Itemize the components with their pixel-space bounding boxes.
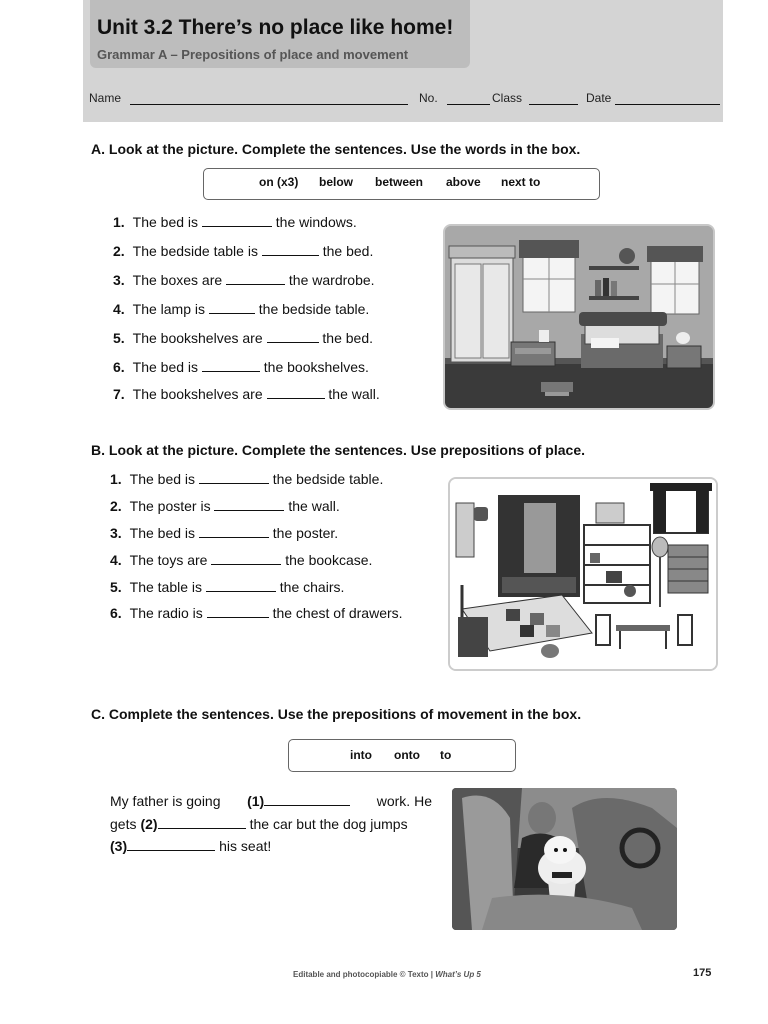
exercise-b-item: 6. The radio is the chest of drawers. — [110, 605, 403, 621]
word-box-item: above — [446, 175, 481, 189]
class-label: Class — [492, 91, 523, 105]
name-field[interactable] — [130, 104, 408, 105]
exercise-a-item: 6. The bed is the bookshelves. — [113, 359, 369, 375]
word-box-item: into — [350, 748, 372, 762]
book-title: What’s Up 5 — [435, 970, 481, 979]
section-c-word-box — [288, 739, 516, 772]
answer-blank[interactable] — [202, 360, 260, 372]
exercise-a-item: 7. The bookshelves are the wall. — [113, 386, 380, 402]
page-title: Unit 3.2 There’s no place like home! — [97, 16, 454, 39]
word-box-item: next to — [501, 175, 541, 189]
answer-blank[interactable] — [158, 817, 246, 829]
bedroom-picture-b — [448, 477, 718, 671]
date-label: Date — [586, 91, 612, 105]
number-field[interactable] — [447, 104, 490, 105]
exercise-a-item: 1. The bed is the windows. — [113, 214, 357, 230]
car-dog-photo — [452, 788, 677, 930]
page-subtitle: Grammar A – Prepositions of place and movement — [97, 47, 409, 62]
word-box-item: to — [440, 748, 452, 762]
word-box-item: below — [319, 175, 354, 189]
word-box-item: on (x3) — [259, 175, 299, 189]
answer-blank[interactable] — [267, 387, 325, 399]
exercise-b-item: 4. The toys are the bookcase. — [110, 552, 373, 568]
exercise-a-item: 4. The lamp is the bedside table. — [113, 301, 370, 317]
answer-blank[interactable] — [206, 580, 276, 592]
number-label: No. — [419, 91, 438, 105]
exercise-b-item: 3. The bed is the poster. — [110, 525, 339, 541]
answer-blank[interactable] — [127, 839, 215, 851]
bedroom-picture-a — [443, 224, 715, 410]
section-a-title: A. Look at the picture. Complete the sentences. Use the words in the box. — [91, 141, 581, 157]
exercise-a-item: 2. The bedside table is the bed. — [113, 243, 374, 259]
exercise-a-item: 5. The bookshelves are the bed. — [113, 330, 373, 346]
answer-blank[interactable] — [209, 302, 255, 314]
answer-blank[interactable] — [202, 215, 272, 227]
word-box-item: between — [375, 175, 424, 189]
exercise-b-item: 2. The poster is the wall. — [110, 498, 340, 514]
word-box-item: onto — [394, 748, 420, 762]
section-c-paragraph: My father is going (1) work. He gets (2) the car but the dog jumps (3) his seat! — [110, 793, 432, 854]
answer-blank[interactable] — [199, 472, 269, 484]
exercise-a-item: 3. The boxes are the wardrobe. — [113, 272, 375, 288]
class-field[interactable] — [529, 104, 578, 105]
answer-blank[interactable] — [264, 794, 350, 806]
answer-blank[interactable] — [199, 526, 269, 538]
exercise-b-item: 1. The bed is the bedside table. — [110, 471, 384, 487]
answer-blank[interactable] — [207, 606, 269, 618]
answer-blank[interactable] — [226, 273, 285, 285]
section-a-word-box — [203, 168, 600, 200]
answer-blank[interactable] — [267, 331, 319, 343]
answer-blank[interactable] — [214, 499, 284, 511]
footer-credit: Editable and photocopiable © Texto | What’s Up 5 — [293, 970, 481, 979]
date-field[interactable] — [615, 104, 720, 105]
answer-blank[interactable] — [262, 244, 319, 256]
page-number: 175 — [693, 967, 712, 979]
answer-blank[interactable] — [211, 553, 281, 565]
section-c-title: C. Complete the sentences. Use the prepositions of movement in the box. — [91, 706, 582, 722]
exercise-b-item: 5. The table is the chairs. — [110, 579, 345, 595]
name-label: Name — [89, 91, 122, 105]
section-b-title: B. Look at the picture. Complete the sentences. Use prepositions of place. — [91, 442, 585, 458]
